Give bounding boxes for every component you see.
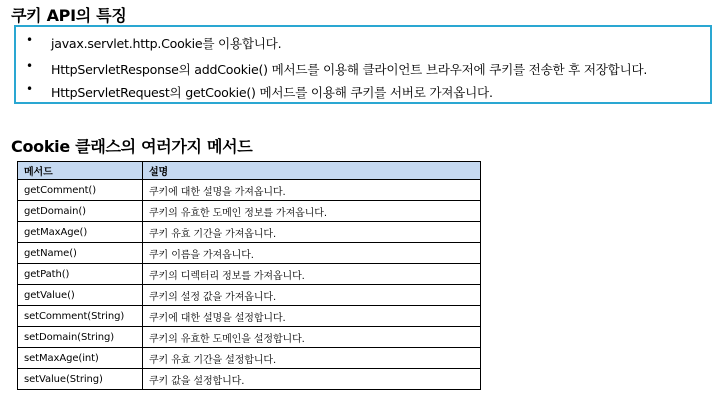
table-row <box>18 222 481 243</box>
column-header-description: 설명 <box>143 162 481 180</box>
method-cell: getValue() <box>18 285 143 306</box>
description-cell: 쿠키의 디렉터리 정보를 가져옵니다. <box>143 264 481 285</box>
features-box <box>14 25 712 104</box>
description-cell: 쿠키 이름을 가져옵니다. <box>143 243 481 264</box>
method-cell: getComment() <box>18 180 143 201</box>
description-cell: 쿠키의 설정 값을 가져옵니다. <box>143 285 481 306</box>
description-cell: 쿠키 값을 설정합니다. <box>143 369 481 390</box>
table-row <box>18 327 481 348</box>
table-row <box>18 306 481 327</box>
table-row <box>18 201 481 222</box>
description-cell: 쿠키에 대한 설명을 설정합니다. <box>143 306 481 327</box>
table-header-row <box>18 162 481 180</box>
method-cell: setValue(String) <box>18 369 143 390</box>
features-heading: 쿠키 API의 특징 <box>11 6 127 25</box>
method-cell: getName() <box>18 243 143 264</box>
bullet-icon: • <box>26 33 33 47</box>
table-row <box>18 285 481 306</box>
bullet-icon: • <box>26 82 33 96</box>
method-cell: getMaxAge() <box>18 222 143 243</box>
table-row <box>18 180 481 201</box>
method-cell: setDomain(String) <box>18 327 143 348</box>
methods-heading: Cookie 클래스의 여러가지 메서드 <box>11 137 253 156</box>
bullet-icon: • <box>26 59 33 73</box>
table-row <box>18 264 481 285</box>
table-row <box>18 243 481 264</box>
column-header-method: 메서드 <box>18 162 143 180</box>
table-row <box>18 348 481 369</box>
description-cell: 쿠키에 대한 설명을 가져옵니다. <box>143 180 481 201</box>
feature-text: javax.servlet.http.Cookie를 이용합니다. <box>51 36 282 51</box>
description-cell: 쿠키의 유효한 도메인을 설정합니다. <box>143 327 481 348</box>
method-cell: setComment(String) <box>18 306 143 327</box>
table-row <box>18 369 481 390</box>
feature-item <box>16 33 710 55</box>
method-cell: getDomain() <box>18 201 143 222</box>
feature-text: HttpServletResponse의 addCookie() 메서드를 이용해 클라이언트 브라우저에 쿠키를 전송한 후 저장합니다. <box>51 62 648 77</box>
description-cell: 쿠키의 유효한 도메인 정보를 가져옵니다. <box>143 201 481 222</box>
methods-table <box>17 161 481 390</box>
description-cell: 쿠키 유효 기간을 가져옵니다. <box>143 222 481 243</box>
description-cell: 쿠키 유효 기간을 설정합니다. <box>143 348 481 369</box>
feature-text: HttpServletRequest의 getCookie() 메서드를 이용해 쿠키를 서버로 가져옵니다. <box>51 85 493 100</box>
method-cell: setMaxAge(int) <box>18 348 143 369</box>
feature-item <box>16 59 710 81</box>
feature-item <box>16 82 710 104</box>
method-cell: getPath() <box>18 264 143 285</box>
